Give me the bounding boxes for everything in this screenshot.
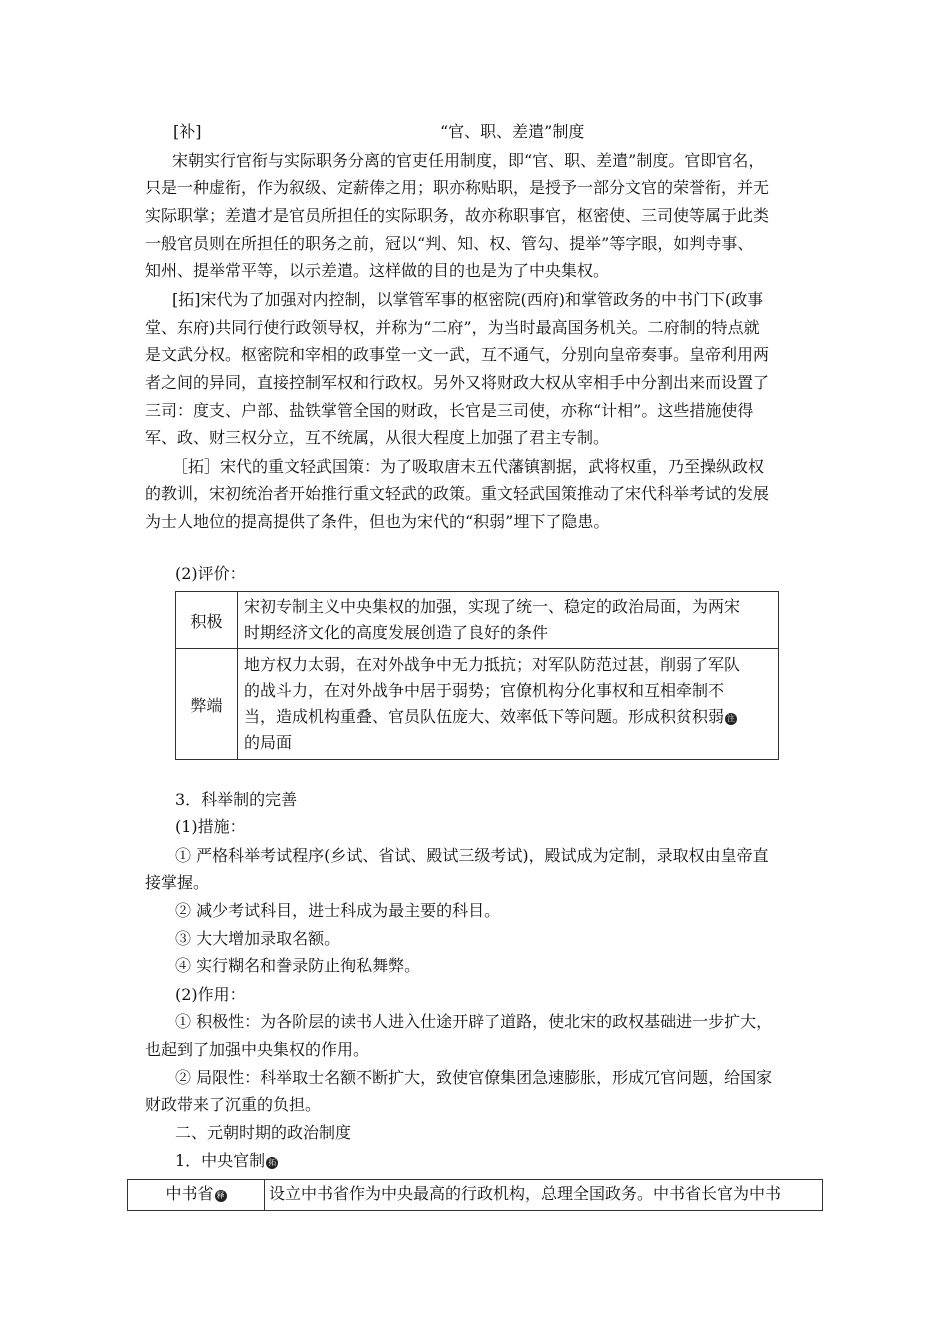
table-row <box>176 592 779 649</box>
keju-effect: ① 积极性：为各阶层的读书人进入仕途开辟了道路，使北宋的政权基础进一步扩大， <box>175 1012 773 1031</box>
supplement-line: 知州、提举常平等，以示差遣。这样做的目的也是为了中央集权。 <box>145 261 610 280</box>
keju-measures-heading: (1)措施： <box>175 817 246 836</box>
keju-measure: ④ 实行糊名和誊录防止徇私舞弊。 <box>175 956 421 975</box>
gov-value: 设立中书省作为中央最高的行政机构，总理全国政务。中书省长官为中书 <box>265 1180 823 1211</box>
evaluation-value-line: 的局面 <box>244 733 293 752</box>
keju-effect: 也起到了加强中央集权的作用。 <box>145 1040 370 1059</box>
extension-line: 堂、东府)共同行使行政领导权，并称为“二府”，为当时最高国务机关。二府制的特点就 <box>145 318 760 337</box>
keju-effect: ② 局限性：科举取士名额不断扩大，致使官僚集团急速膨胀，形成冗官问题，给国家 <box>175 1068 773 1087</box>
yuan-heading: 二、元朝时期的政治制度 <box>175 1123 352 1142</box>
extension-marker-icon: 拓 <box>268 1158 277 1167</box>
evaluation-value-line: 时期经济文化的高度发展创造了良好的条件 <box>244 623 549 642</box>
table-row <box>176 649 779 760</box>
supplement-line: 宋朝实行官衔与实际职务分离的官吏任用制度，即“官、职、差遣”制度。官即官名， <box>172 151 765 170</box>
evaluation-value-line: 宋初专制主义中央集权的加强，实现了统一、稳定的政治局面，为两宋 <box>244 597 741 616</box>
keju-effect: 财政带来了沉重的负担。 <box>145 1095 322 1114</box>
supplement-line: 只是一种虚衔，作为叙级、定薪俸之用；职亦称贴职，是授予一部分文官的荣誉衔，并无 <box>145 178 770 197</box>
explanation-marker-icon: 释 <box>216 1191 225 1200</box>
note-marker-icon: 注 <box>727 714 736 723</box>
supplement-title: “官、职、差遣”制度 <box>440 122 585 141</box>
keju-title: 3．科举制的完善 <box>175 790 298 809</box>
supplement-tag: [补] <box>173 122 202 141</box>
evaluation-value-line: 的战斗力，在对外战争中居于弱势；官僚机构分化事权和互相牵制不 <box>244 681 725 700</box>
evaluation-value <box>238 649 779 760</box>
yuan-subheading <box>175 1150 278 1172</box>
extension-line: 三司：度支、户部、盐铁掌管全国的财政，长官是三司使，亦称“计相”。这些措施使得 <box>145 401 754 420</box>
evaluation-key: 积极 <box>176 592 238 649</box>
keju-effect-heading: (2)作用： <box>175 985 246 1004</box>
table-row <box>128 1180 823 1211</box>
evaluation-heading: (2)评价： <box>175 564 246 583</box>
keju-measure: 接掌握。 <box>145 873 210 892</box>
evaluation-value-text: 当，造成机构重叠、官员队伍庞大、效率低下等问题。形成积贫积弱 <box>244 707 725 726</box>
supplement-line: 实际职掌；差遣才是官员所担任的实际职务，故亦称职事官，枢密使、三司使等属于此类 <box>145 206 770 225</box>
gov-key <box>128 1180 265 1211</box>
extension-line: [拓]宋代为了加强对内控制，以掌管军事的枢密院(西府)和掌管政务的中书门下(政事 <box>172 290 764 309</box>
extension-line: 为士人地位的提高提供了条件，但也为宋代的“积弱”埋下了隐患。 <box>145 512 610 531</box>
extension-line: 者之间的异同，直接控制军权和行政权。另外又将财政大权从宰相手中分割出来而设置了 <box>145 373 770 392</box>
evaluation-value-line: 地方权力太弱，在对外战争中无力抵抗；对军队防范过甚，削弱了军队 <box>244 655 741 674</box>
supplement-line: 一般官员则在所担任的职务之前，冠以“判、知、权、管勾、提举”等字眼，如判寺事、 <box>145 234 754 253</box>
keju-measure: ① 严格科举考试程序(乡试、省试、殿试三级考试)，殿试成为定制，录取权由皇帝直 <box>175 846 769 865</box>
central-government-table <box>127 1179 823 1211</box>
extension-line: 的教训，宋初统治者开始推行重文轻武的政策。重文轻武国策推动了宋代科举考试的发展 <box>145 484 770 503</box>
keju-measure: ② 减少考试科目，进士科成为最主要的科目。 <box>175 901 501 920</box>
evaluation-value <box>238 592 779 649</box>
extension-line: 是文武分权。枢密院和宰相的政事堂一文一武，互不通气，分别向皇帝奏事。皇帝利用两 <box>145 345 770 364</box>
extension-line: 军、政、财三权分立，互不统属，从很大程度上加强了君主专制。 <box>145 428 610 447</box>
evaluation-value-line <box>244 704 774 730</box>
gov-key-text: 中书省 <box>165 1184 214 1203</box>
yuan-subheading-text: 1．中央官制 <box>175 1151 266 1170</box>
extension-line: ［拓］宋代的重文轻武国策：为了吸取唐末五代藩镇割据，武将权重，乃至操纵政权 <box>172 457 765 476</box>
evaluation-table <box>175 591 779 760</box>
evaluation-key: 弊端 <box>176 649 238 760</box>
keju-measure: ③ 大大增加录取名额。 <box>175 929 341 948</box>
